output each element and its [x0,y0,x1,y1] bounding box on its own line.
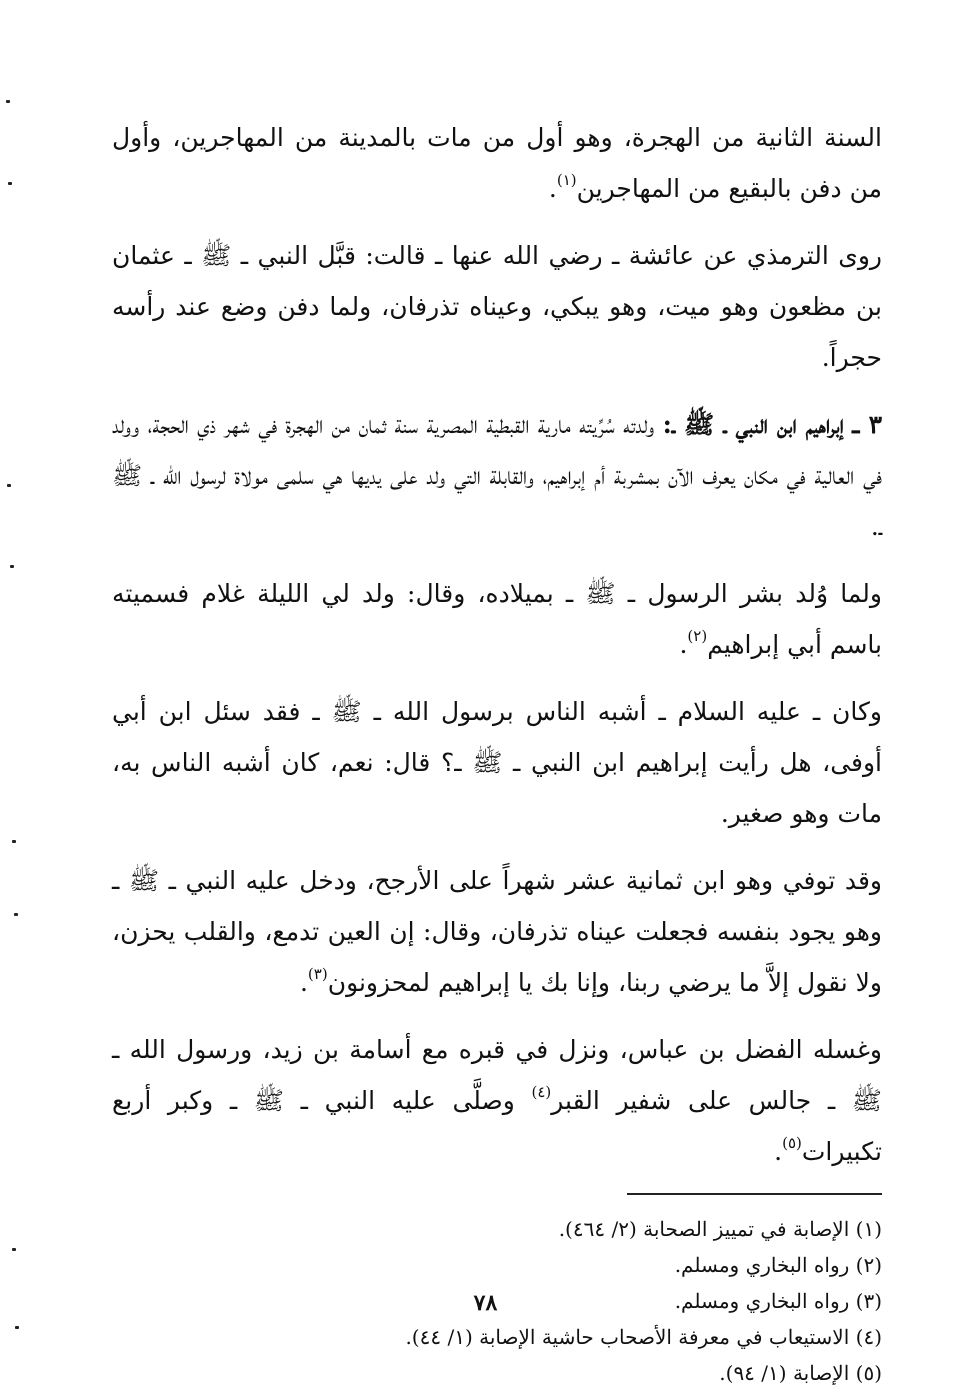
paragraph-5 [112,686,882,839]
scan-speck [15,1326,19,1329]
paragraph-tail: . [299,968,308,997]
footnote-ref-3[interactable]: (٣) [307,965,328,983]
paragraph-tail: . [774,1137,783,1166]
scan-speck [7,484,11,487]
paragraph-text: وغسله الفضل بن عباس، ونزل في قبره مع أسامة بن زيد، ورسول الله ـ ﷺ ـ جالس على شفير القبر [112,1035,882,1115]
paragraph-tail: . [679,630,688,659]
footnote-ref-5[interactable]: (٥) [782,1134,802,1152]
paragraph-4 [112,568,882,670]
footnote-ref-4[interactable]: (٤) [531,1083,552,1101]
section-number: ٣ ـ [852,410,883,439]
paragraph-text: وصلَّى عليه النبي ـ ﷺ ـ وكبر أربع تكبيرات [112,1086,882,1166]
paragraph-text: وكان ـ عليه السلام ـ أشبه الناس برسول الله ـ ﷺ ـ فقد سئل ابن أبي أوفى، هل رأيت إبراهيم ابن النبي ـ ﷺ ـ؟ قال: نعم، كان أشبه الناس به، مات وهو صغير. [112,697,882,828]
scan-speck [14,913,18,916]
paragraph-text: ولدته سُرِّيته مارية القبطية المصرية سنة ثمان من الهجرة في شهر ذي الحجة، وولد في العالية في مكان يعرف الآن بمشربة أم إبراهيم، والقابلة التي ولد على يديها هي سلمى مولاة لرسول الله ـ ﷺ ـ. [112,410,882,541]
paragraph-text: السنة الثانية من الهجرة، وهو أول من مات بالمدينة من المهاجرين، وأول من دفن بالبقيع من المهاجرين [112,123,882,203]
paragraph-6 [112,855,882,1008]
scan-speck [10,565,14,568]
scan-speck [6,100,10,103]
paragraph-text: وقد توفي وهو ابن ثمانية عشر شهراً على الأرجح، ودخل عليه النبي ـ ﷺ ـ وهو يجود بنفسه فجعلت عيناه تذرفان، وقال: إن العين تدمع، والقلب يحزن، ولا نقول إلاَّ ما يرضي ربنا، وإنا بك يا إبراهيم لمحزونون [112,866,882,997]
paragraph-7 [112,1024,882,1177]
footnote-2: (٢) رواه البخاري ومسلم. [674,1253,882,1277]
section-heading: إبراهيم ابن النبي ـ ﷺ ـ: [662,410,844,439]
page-body [112,112,882,1391]
scan-speck [12,840,16,843]
footnote-1: (١) الإصابة في تمييز الصحابة (٢/ ٤٦٤). [558,1217,882,1241]
footnote-ref-1[interactable]: (١) [556,171,577,189]
footnote-5: (٥) الإصابة (١/ ٩٤). [719,1361,882,1385]
scan-speck [12,1248,16,1251]
footnote-4: (٤) الاستيعاب في معرفة الأصحاب حاشية الإصابة (١/ ٤٤). [405,1325,882,1349]
paragraph-1 [112,112,882,214]
paragraph-2 [112,230,882,383]
paragraph-tail: . [548,174,557,203]
paragraph-text: روى الترمذي عن عائشة ـ رضي الله عنها ـ قالت: قبَّل النبي ـ ﷺ ـ عثمان بن مظعون وهو ميت، وهو يبكي، وعيناه تذرفان، ولما دفن وضع عند رأسه حجراً. [112,241,882,372]
footnote-3: (٣) رواه البخاري ومسلم. [674,1289,882,1313]
paragraph-text: ولما وُلد بشر الرسول ـ ﷺ ـ بميلاده، وقال: ولد لي الليلة غلام فسميته باسم أبي إبراهيم [112,579,882,659]
scan-speck [8,182,12,185]
footnote-ref-2[interactable]: (٢) [687,627,708,645]
footnote-divider [627,1193,882,1195]
paragraph-3 [112,399,882,552]
page-number: ٧٨ [473,1290,498,1316]
